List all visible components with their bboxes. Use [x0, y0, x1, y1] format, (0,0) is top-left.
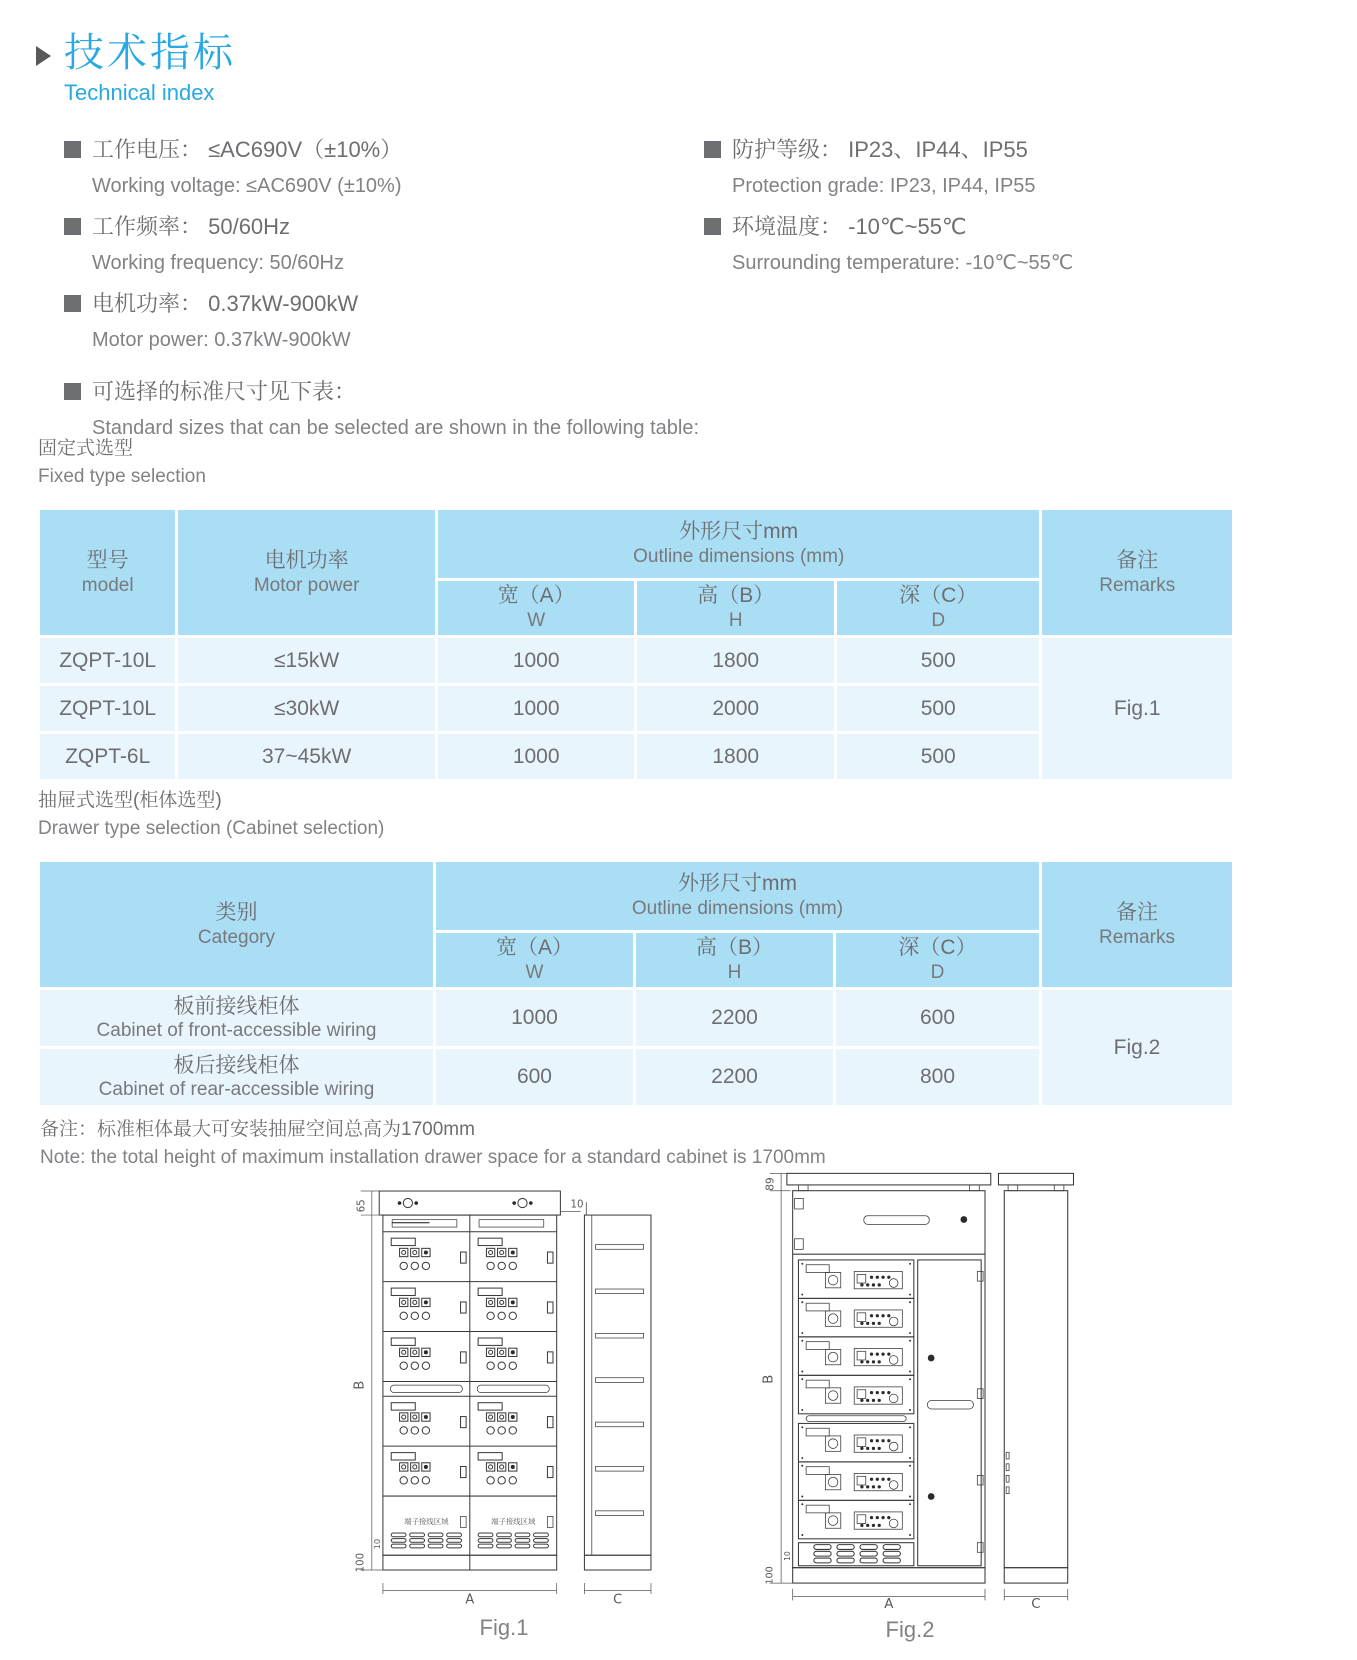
cell-power: ≤30kW: [178, 686, 435, 731]
header-remarks: 备注 Remarks: [1042, 510, 1232, 635]
figure-1: [333, 1158, 675, 1641]
table-row: [40, 638, 1232, 683]
square-bullet-icon: [64, 141, 81, 158]
fig1-terminal-area-label: 端子接线区域: [491, 1516, 536, 1526]
spec-item-ambient-temperature: [704, 213, 1073, 275]
cell-depth: 500: [837, 638, 1039, 683]
cell-width: 1000: [438, 734, 635, 779]
fig1-drawing: [333, 1178, 675, 1608]
note-en: Note: the total height of maximum installation drawer space for a standard cabinet is 1700mm: [40, 1147, 826, 1168]
spec-list-right: [704, 136, 1073, 290]
cell-depth: 500: [837, 734, 1039, 779]
header-model: 型号 model: [40, 510, 175, 635]
page-header: [36, 30, 236, 106]
fig1-front-view: [379, 1191, 560, 1570]
fixed-table-label-zh: 固定式选型: [38, 438, 134, 459]
drawer-table-label-zh: 抽屉式选型(柜体选型): [38, 790, 222, 811]
fig1-dim-offset: 10: [570, 1199, 584, 1211]
cell-power: 37~45kW: [178, 734, 435, 779]
fig2-dim-base: 100: [764, 1566, 776, 1585]
cell-remarks: Fig.1: [1042, 638, 1232, 779]
fig2-front-view: [787, 1173, 991, 1583]
fig1-dimensions: [353, 1191, 651, 1607]
header-outline-dimensions: 外形尺寸mm Outline dimensions (mm): [438, 510, 1040, 578]
spec-en-text: Working voltage: ≤AC690V (±10%): [92, 175, 402, 197]
cell-width: 1000: [438, 638, 635, 683]
spec-zh-text: 工作频率： 50/60Hz: [92, 214, 291, 239]
cell-remarks: Fig.2: [1042, 990, 1232, 1105]
header-height: 高（B） H: [637, 581, 834, 635]
header-outline-dimensions: 外形尺寸mm Outline dimensions (mm): [436, 862, 1039, 930]
header-height: 高（B） H: [636, 933, 833, 987]
spec-item-protection-grade: [704, 136, 1073, 198]
cell-depth: 600: [836, 990, 1039, 1046]
square-bullet-icon: [64, 383, 81, 400]
cell-depth: 800: [836, 1049, 1039, 1105]
cell-height: 2200: [636, 1049, 833, 1105]
cell-width: 1000: [438, 686, 635, 731]
spec-zh-text: 环境温度： -10℃~55℃: [732, 214, 967, 239]
header-remarks: 备注 Remarks: [1042, 862, 1232, 987]
page-title: 技术指标: [64, 31, 236, 75]
spec-en-text: Standard sizes that can be selected are shown in the following table:: [92, 417, 700, 439]
table-row: [40, 990, 1232, 1046]
fig1-terminal-area-label: 端子接线区域: [404, 1516, 449, 1526]
drawer-table-label-en: Drawer type selection (Cabinet selection): [38, 818, 385, 839]
spec-item-working-frequency: [64, 213, 402, 275]
spec-zh-text: 工作电压： ≤AC690V（±10%）: [92, 137, 403, 162]
header-width: 宽（A） W: [438, 581, 635, 635]
figure-2: [705, 1158, 1115, 1643]
cell-depth: 500: [837, 686, 1039, 731]
drawer-table-label: [38, 790, 384, 840]
spec-zh-text: 防护等级： IP23、IP44、IP55: [732, 137, 1028, 162]
header-category: 类别 Category: [40, 862, 433, 987]
table-header-row: [40, 510, 1232, 578]
cell-width: 600: [436, 1049, 633, 1105]
cell-height: 2200: [636, 990, 833, 1046]
drawer-type-table: [37, 859, 1235, 1108]
note-zh: 备注：标准柜体最大可安装抽屉空间总高为1700mm: [40, 1119, 475, 1140]
page-subtitle: Technical index: [64, 80, 215, 105]
fig1-dim-top: 65: [356, 1199, 368, 1213]
cell-category: 板后接线柜体 Cabinet of rear-accessible wiring: [40, 1049, 433, 1105]
fig1-dim-offset: 10: [372, 1538, 383, 1550]
cell-width: 1000: [436, 990, 633, 1046]
fig2-dimensions: [761, 1173, 1067, 1610]
spec-zh-text: 电机功率： 0.37kW-900kW: [92, 291, 359, 316]
cell-category: 板前接线柜体 Cabinet of front-accessible wiring: [40, 990, 433, 1046]
cell-power: ≤15kW: [178, 638, 435, 683]
fixed-table-label-en: Fixed type selection: [38, 466, 206, 487]
square-bullet-icon: [64, 218, 81, 235]
header-motor-power: 电机功率 Motor power: [178, 510, 435, 635]
spec-en-text: Surrounding temperature: -10℃~55℃: [732, 252, 1074, 274]
fig2-side-view: [998, 1173, 1073, 1583]
spec-zh-text: 可选择的标准尺寸见下表：: [92, 379, 357, 404]
fig1-side-view: [584, 1202, 651, 1570]
fig1-dim-depth: C: [613, 1592, 623, 1608]
square-bullet-icon: [64, 295, 81, 312]
fig2-dim-width: A: [884, 1597, 894, 1610]
cell-height: 1800: [637, 734, 834, 779]
fig1-dim-height: B: [352, 1380, 368, 1390]
cell-height: 1800: [637, 638, 834, 683]
fig2-dim-height: B: [761, 1374, 777, 1384]
spec-en-text: Motor power: 0.37kW-900kW: [92, 329, 351, 351]
fig2-drawing: [736, 1158, 1084, 1610]
fig1-dim-width: A: [465, 1592, 475, 1608]
fig2-caption: Fig.2: [885, 1617, 935, 1642]
fixed-type-table: [37, 507, 1235, 782]
spec-en-text: Protection grade: IP23, IP44, IP55: [732, 175, 1036, 197]
cell-model: ZQPT-10L: [40, 686, 175, 731]
fig1-caption: Fig.1: [479, 1615, 529, 1640]
square-bullet-icon: [704, 218, 721, 235]
spec-item-working-voltage: [64, 136, 402, 198]
table-header-row: [40, 862, 1232, 930]
spec-en-text: Working frequency: 50/60Hz: [92, 252, 344, 274]
square-bullet-icon: [704, 141, 721, 158]
spec-item-motor-power: [64, 290, 402, 352]
fig2-dim-depth: C: [1031, 1597, 1041, 1610]
section-arrow-icon: [36, 46, 51, 66]
fig2-dim-offset: 10: [782, 1551, 792, 1562]
header-depth: 深（C） D: [837, 581, 1039, 635]
cell-model: ZQPT-6L: [40, 734, 175, 779]
fig2-dim-top: 89: [764, 1177, 777, 1191]
cell-height: 2000: [637, 686, 834, 731]
header-depth: 深（C） D: [836, 933, 1039, 987]
fixed-table-label: [38, 438, 206, 488]
cell-model: ZQPT-10L: [40, 638, 175, 683]
spec-list-left: [64, 136, 402, 367]
fig1-dim-base: 100: [355, 1552, 367, 1573]
header-width: 宽（A） W: [436, 933, 633, 987]
